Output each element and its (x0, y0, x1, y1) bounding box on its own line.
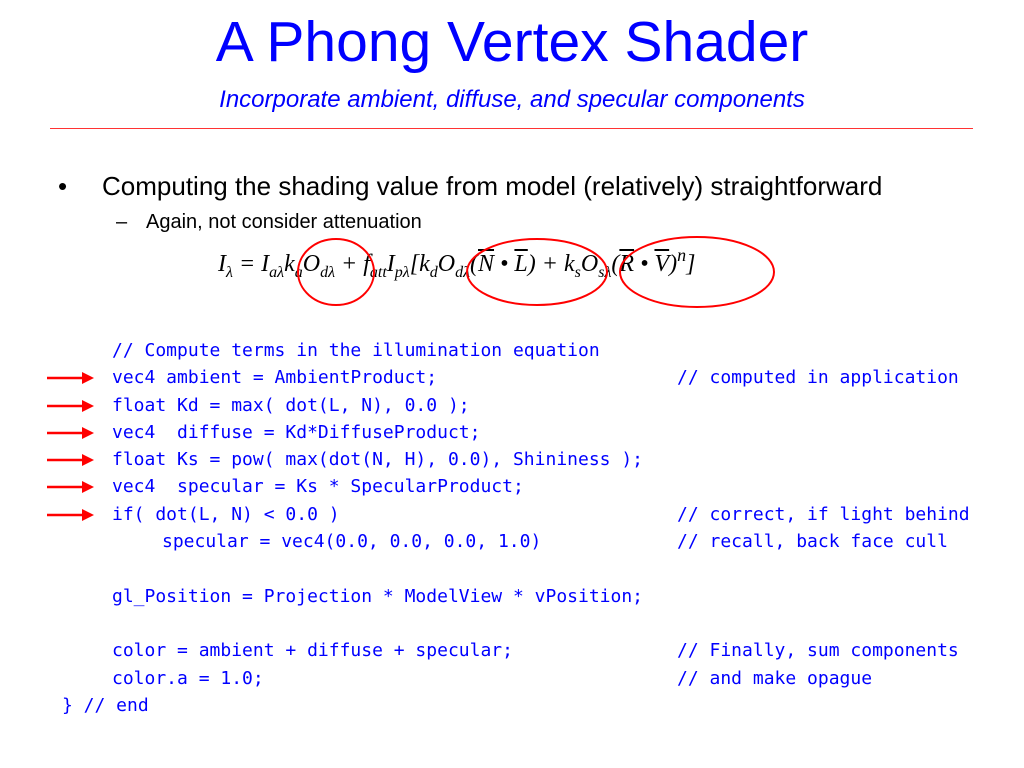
code-text: color = ambient + diffuse + specular; (112, 640, 513, 662)
slide-title: A Phong Vertex Shader (215, 10, 809, 74)
right-arrow-icon (46, 508, 96, 522)
code-comment: // computed in application (677, 367, 959, 389)
code-line (0, 610, 1024, 637)
code-comment: // and make opague (677, 667, 873, 689)
dash-icon: – (116, 211, 128, 233)
specular-term: $k_sO_{s\lambda}(\overline{R}$ • $\overline{V})^n$ (563, 245, 687, 281)
specular-highlight-circle (620, 237, 774, 307)
ambient-term: $k_aO_{d\lambda}$ (284, 251, 336, 281)
code-line (0, 364, 1024, 391)
code-line (0, 446, 1024, 473)
bullet-text: Computing the shading value from model (relatively) straightforward (102, 171, 883, 201)
code-comment: // recall, back face cull (677, 531, 948, 553)
shader-code-block (0, 337, 1024, 719)
illumination-equation: $I_\lambda = I_{a\lambda}k_aO_{d\lambda} + f_{att}I_{p\lambda}[k_dO_{d\lambda}(\overline{N}$ • $\overline{L}) + k_sO_{s\lambda}(\overline{R}$ • $\overline{V})^n$] (218, 245, 696, 281)
right-arrow-icon (46, 480, 96, 494)
code-text: // Compute terms in the illumination equation (112, 340, 600, 361)
code-text: vec4 diffuse = Kd*DiffuseProduct; (112, 421, 481, 443)
code-line (0, 473, 1024, 500)
code-text: } // end (62, 694, 149, 716)
code-line (0, 528, 1024, 555)
equation-highlights (0, 0, 1024, 330)
right-arrow-icon (46, 426, 96, 440)
code-comment: // correct, if light behind (677, 503, 970, 525)
code-text: float Ks = pow( max(dot(N, H), 0.0), Shininess ); (112, 449, 644, 471)
sub-bullet-text: Again, not consider attenuation (146, 211, 422, 233)
code-text: color.a = 1.0; (112, 667, 264, 689)
code-line (0, 501, 1024, 528)
code-text: vec4 ambient = AmbientProduct; (112, 367, 438, 389)
right-arrow-icon (46, 399, 96, 413)
code-text: gl_Position = Projection * ModelView * vPosition; (112, 585, 644, 607)
code-line (0, 392, 1024, 419)
right-arrow-icon (46, 453, 96, 467)
code-line (0, 555, 1024, 582)
code-line (0, 583, 1024, 610)
code-line (0, 337, 1024, 364)
diffuse-term: $k_dO_{d\lambda}(\overline{N}$ • $\overline{L}$) (419, 251, 536, 281)
code-text: vec4 specular = Ks * SpecularProduct; (112, 476, 524, 498)
bullet-dot-icon: • (58, 171, 68, 201)
code-text: float Kd = max( dot(L, N), 0.0 ); (112, 394, 470, 416)
code-text: specular = vec4(0.0, 0.0, 0.0, 1.0) (162, 531, 542, 553)
code-text: if( dot(L, N) < 0.0 ) (112, 503, 340, 525)
code-comment: // Finally, sum components (677, 640, 959, 662)
code-line (0, 692, 1024, 719)
ambient-highlight-circle (298, 239, 374, 305)
slide-subtitle: Incorporate ambient, diffuse, and specular components (219, 86, 805, 113)
code-line (0, 419, 1024, 446)
code-line (0, 637, 1024, 664)
diffuse-highlight-circle (467, 239, 607, 305)
code-line (0, 665, 1024, 692)
right-arrow-icon (46, 371, 96, 385)
